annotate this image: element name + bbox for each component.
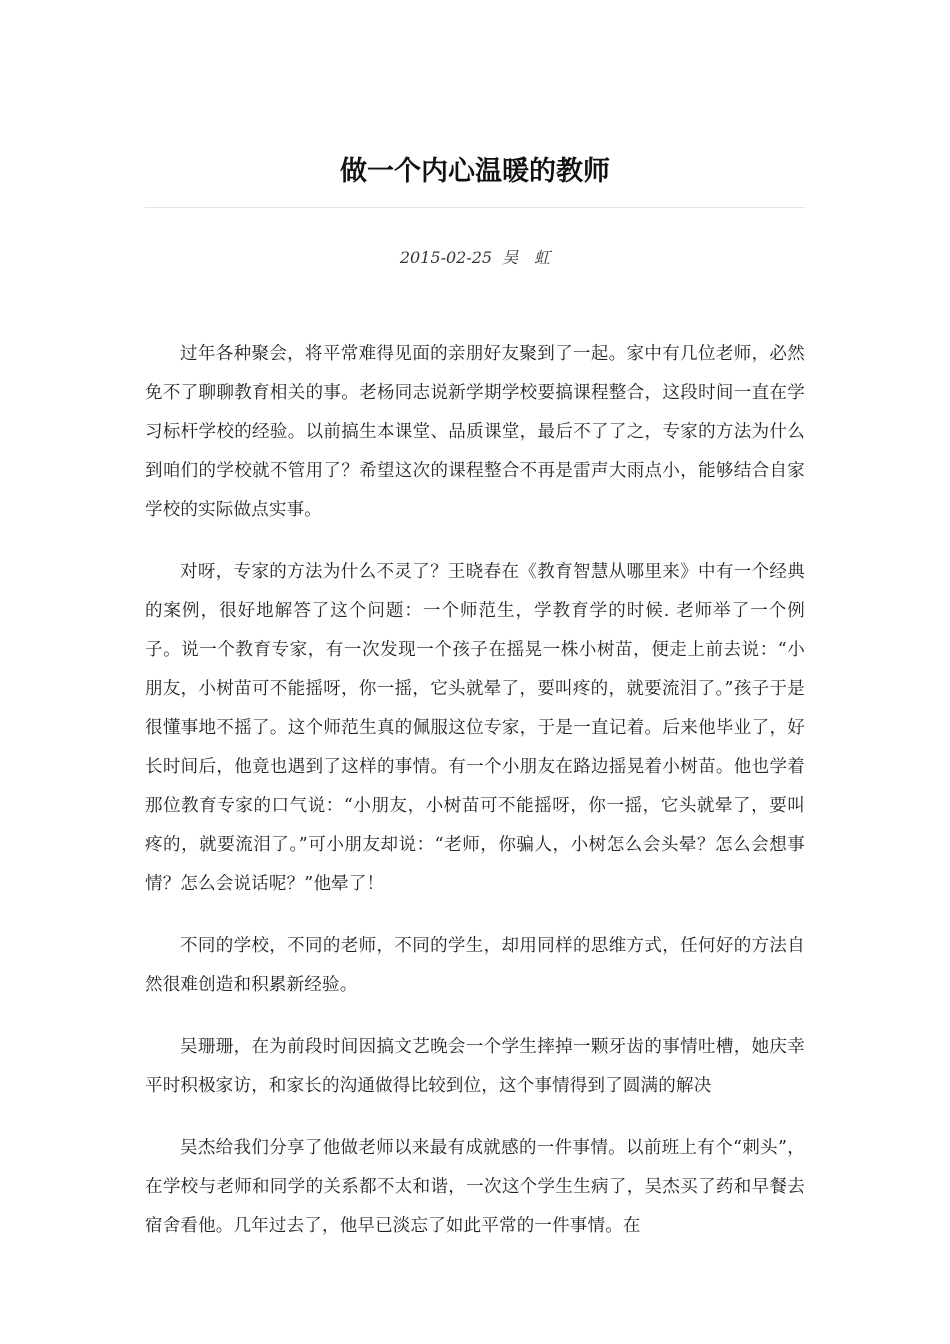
article-body [145,335,805,1269]
paragraph: 对呀，专家的方法为什么不灵了？王晓春在《教育智慧从哪里来》中有一个经典的案例，很好地解答了这个问题：一个师范生，学教育学的时候. 老师举了一个例子。说一个教育专家，有一次发现一个孩子在摇晃一株小树苗，便走上前去说：“小朋友，小树苗可不能摇呀，你一摇，它头就晕了，要叫疼的，就要流泪了。”孩子于是很懂事地不摇了。这个师范生真的佩服这位专家，于是一直记着。后来他毕业了，好长时间后，他竟也遇到了这样的事情。有一个小朋友在路边摇晃着小树苗。他也学着那位教育专家的口气说：“小朋友，小树苗可不能摇呀，你一摇，它头就晕了，要叫疼的，就要流泪了。”可小朋友却说：“老师，你骗人，小树怎么会头晕？怎么会想事情？怎么会说话呢？”他晕了！ [145,562,805,894]
article-title: 做一个内心温暖的教师 [340,156,610,187]
article-meta [145,246,805,270]
publish-date: 2015-02-25 [399,248,493,267]
paragraph: 吴杰给我们分享了他做老师以来最有成就感的一件事情。以前班上有个“刺头”，在学校与老师和同学的关系都不太和谐，一次这个学生生病了，吴杰买了药和早餐去宿舍看他。几年过去了，他早已淡忘了如此平常的一件事情。在 [145,1138,805,1236]
paragraph: 不同的学校，不同的老师，不同的学生，却用同样的思维方式，任何好的方法自然很难创造和积累新经验。 [145,936,805,995]
title-divider [145,207,805,208]
paragraph: 吴珊珊，在为前段时间因搞文艺晚会一个学生摔掉一颗牙齿的事情吐槽，她庆幸平时积极家访，和家长的沟通做得比较到位，这个事情得到了圆满的解决 [145,1037,805,1096]
author-name: 吴 虹 [502,248,551,267]
paragraph: 过年各种聚会，将平常难得见面的亲朋好友聚到了一起。家中有几位老师，必然免不了聊聊教育相关的事。老杨同志说新学期学校要搞课程整合，这段时间一直在学习标杆学校的经验。以前搞生本课堂、品质课堂，最后不了了之，专家的方法为什么到咱们的学校就不管用了？希望这次的课程整合不再是雷声大雨点小，能够结合自家学校的实际做点实事。 [145,344,805,520]
